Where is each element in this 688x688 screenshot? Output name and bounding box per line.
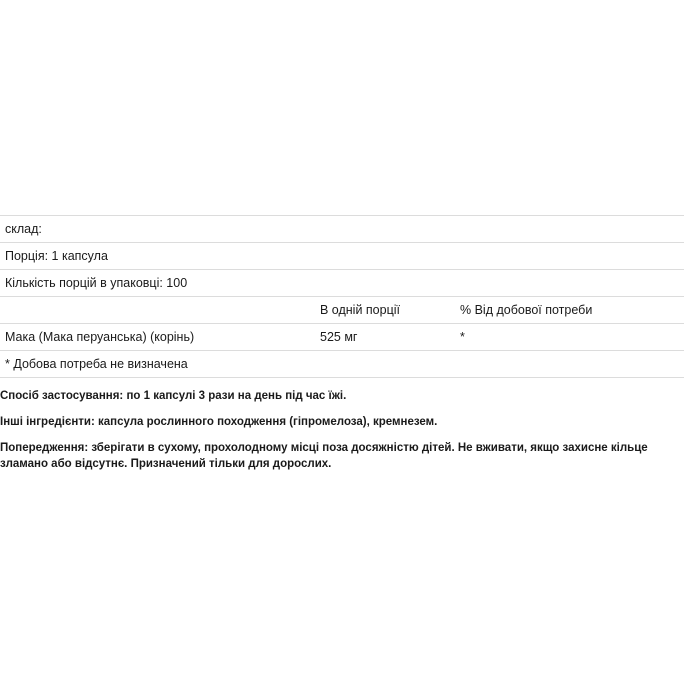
composition-row bbox=[0, 216, 684, 243]
daily-value-header: % Від добової потреби bbox=[460, 303, 593, 317]
servings-per-container: Кількість порцій в упаковці: 100 bbox=[5, 276, 188, 290]
other-ingredients: Інші інгредієнти: капсула рослинного походження (гіпромелоза), кремнезем. bbox=[0, 416, 438, 428]
ingredient-row bbox=[0, 324, 684, 351]
ingredient-amount: 525 мг bbox=[320, 330, 358, 344]
serving-size-row bbox=[0, 243, 684, 270]
composition-label: склад: bbox=[5, 222, 42, 236]
serving-size: Порція: 1 капсула bbox=[5, 249, 108, 263]
daily-value-footnote: * Добова потреба не визначена bbox=[5, 357, 188, 371]
ingredient-name: Мака (Мака перуанська) (корінь) bbox=[5, 330, 195, 344]
usage-instructions: Спосіб застосування: по 1 капсулі 3 рази на день під час їжі. bbox=[0, 390, 347, 402]
warning-text: Попередження: зберігати в сухому, прохолодному місці поза досяжністю дітей. Не вживати, якщо захисне кільце зламано або відсутнє. Призначений тільки для дорослих. bbox=[0, 442, 648, 470]
footnote-row bbox=[0, 351, 684, 378]
product-notes bbox=[0, 388, 684, 482]
servings-per-container-row bbox=[0, 270, 684, 297]
table-header-row bbox=[0, 297, 684, 324]
per-serving-header: В одній порції bbox=[320, 303, 400, 317]
supplement-facts-table bbox=[0, 215, 684, 378]
ingredient-daily-value: * bbox=[460, 330, 465, 344]
